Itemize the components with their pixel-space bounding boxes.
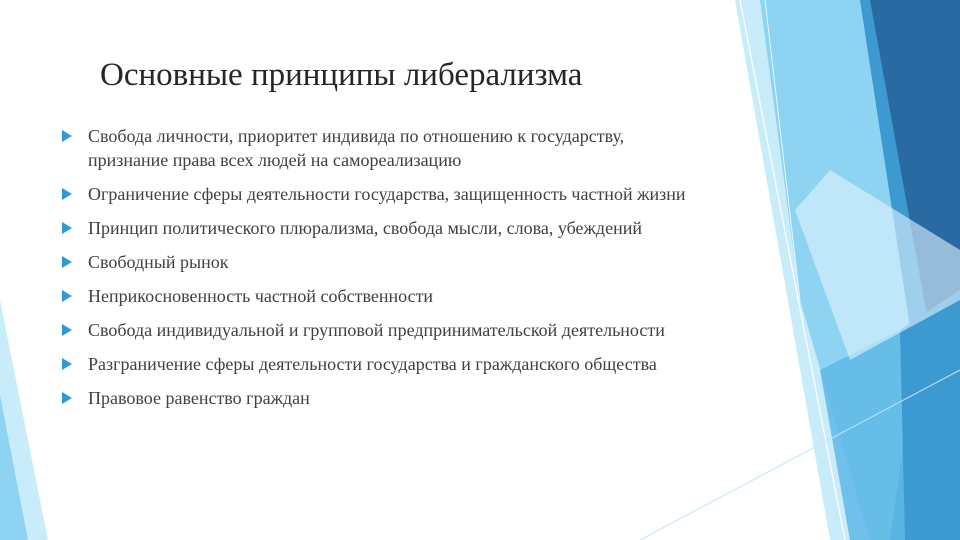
bullet-text: Разграничение сферы деятельности государства и гражданского общества	[88, 354, 657, 374]
triangle-bullet-icon	[62, 324, 72, 336]
list-item	[62, 284, 702, 308]
list-item	[62, 250, 702, 274]
bullet-text: Свобода личности, приоритет индивида по отношению к государству, признание права всех людей на самореализацию	[88, 126, 625, 170]
bullet-text: Свобода индивидуальной и групповой предпринимательской деятельности	[88, 320, 665, 340]
bullet-text: Свободный рынок	[88, 252, 229, 272]
list-item	[62, 352, 702, 376]
triangle-bullet-icon	[62, 222, 72, 234]
bullet-list	[62, 124, 702, 420]
triangle-bullet-icon	[62, 392, 72, 404]
slide-title: Основные принципы либерализма	[100, 57, 583, 93]
bullet-text: Принцип политического плюрализма, свобода мысли, слова, убеждений	[88, 218, 642, 238]
triangle-bullet-icon	[62, 188, 72, 200]
list-item	[62, 216, 702, 240]
bullet-text: Правовое равенство граждан	[88, 388, 310, 408]
triangle-bullet-icon	[62, 130, 72, 142]
list-item	[62, 124, 702, 172]
list-item	[62, 318, 702, 342]
triangle-bullet-icon	[62, 290, 72, 302]
triangle-bullet-icon	[62, 358, 72, 370]
bullet-text: Неприкосновенность частной собственности	[88, 286, 434, 306]
list-item	[62, 386, 702, 410]
list-item	[62, 182, 702, 206]
triangle-bullet-icon	[62, 256, 72, 268]
bullet-text: Ограничение сферы деятельности государства, защищенность частной жизни	[88, 184, 686, 204]
